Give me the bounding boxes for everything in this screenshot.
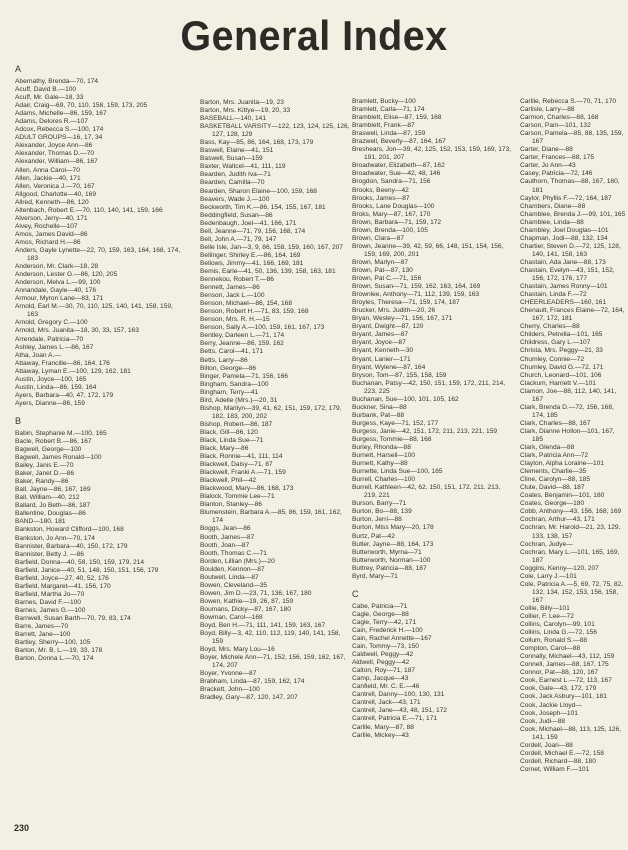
index-entry: Binger, Pamela—71, 156, 166: [200, 372, 288, 380]
index-entry: Bryant, James—87: [352, 331, 409, 339]
index-entry: Cain, Tommy—73, 150: [352, 643, 419, 651]
index-entry: Boutwell, Linda—87: [200, 573, 259, 581]
index-entry: Carmon, Charles—88, 168: [520, 114, 599, 122]
index-entry: Anderson, Melva L.—99, 100: [15, 279, 101, 287]
index-entry: Collins, Carolyn—99, 101: [520, 621, 595, 629]
index-entry: Beckworth, Tim K.—86, 154, 155, 167, 181: [200, 203, 326, 211]
index-entry: Blackwell, Franki A.—71, 159: [200, 469, 286, 477]
index-entry: Brazwell, Beverly—87, 164, 167: [352, 138, 446, 146]
index-entry: Carlile, Mary—87, 88: [352, 723, 414, 731]
index-entry: Brown, Barbara—71, 159, 172: [352, 218, 442, 226]
index-entry: Coates, George—180: [520, 500, 585, 508]
section-letter: A: [15, 64, 22, 74]
index-entry: Atha, Joan A.—: [15, 351, 61, 359]
index-entry: Bishop, Robert—86, 187: [200, 420, 273, 428]
index-entry: Cordell, Richard—88, 180: [520, 757, 596, 765]
index-entry: Arnold, Gregory C.—100: [15, 319, 88, 327]
index-entry: Bagwell, James Ronald—100: [15, 454, 102, 462]
index-entry: Baker, Janet D.—86: [15, 470, 75, 478]
index-entry: Collins, Linda G.—72, 156: [520, 629, 597, 637]
index-entry: Benson, Sally A.—100, 159, 161, 167, 173: [200, 324, 325, 332]
index-entry: Adair, Craig—69, 70, 110, 158, 159, 173, 205: [15, 102, 148, 110]
index-entry: Bannister, Barbara—40, 150, 172, 179: [15, 542, 128, 550]
index-entry: Cook, Judi—88: [520, 717, 566, 725]
index-entry: Bacle, Robert B.—86, 167: [15, 437, 92, 445]
index-entry: Beavers, Wade J.—100: [200, 195, 270, 203]
index-entry: Barre, James—70: [15, 623, 69, 631]
index-entry: Cochran, Mary L.—101, 165, 169, 187: [520, 548, 620, 564]
index-entry: Attaway, Francille—86, 164, 176: [15, 359, 110, 367]
index-entry: Chartier, Steven D.—72, 125, 128, 140, 141, 158, 163: [520, 242, 621, 258]
index-entry: Berry, Jeanne—86, 159, 162: [200, 340, 284, 348]
index-entry: Cordell, Joan—88: [520, 741, 573, 749]
index-entry: Blackwell, Daisy—71, 87: [200, 461, 273, 469]
index-entry: Black, Gill—86, 120: [200, 428, 258, 436]
index-entry: Anderson, Lester G.—86, 120, 205: [15, 271, 118, 279]
index-entry: Baxter, Waltcel—41, 111, 119: [200, 163, 286, 171]
index-entry: Chumley, David G.—72, 171: [520, 363, 604, 371]
index-entry: Barfield, Joyce—27, 40, 52, 176: [15, 574, 109, 582]
index-entry: Boumans, Dicky—87, 167, 180: [200, 605, 291, 613]
index-entry: Cherry, Charles—88: [520, 323, 580, 331]
index-entry: Ball, William—40, 212: [15, 494, 80, 502]
index-entry: Burton, Bo—88, 139: [352, 508, 412, 516]
index-entry: Attaway, Lyman E.—100, 129, 162, 181: [15, 367, 131, 375]
index-entry: Chastain, Ada Jane—88, 173: [520, 258, 606, 266]
section-letter: C: [352, 588, 359, 599]
index-entry: Austin, Joyce—100, 165: [15, 375, 87, 383]
index-entry: Bramlett, Carla—71, 174: [352, 106, 425, 114]
index-entry: Benson, Robert H.—71, 83, 159, 168: [200, 308, 309, 316]
index-entry: Buttrey, Patricia—88, 187: [352, 564, 427, 572]
index-entry: Bennett, James—86: [200, 284, 260, 292]
index-entry: Bryant, Joyce—87: [352, 339, 406, 347]
index-column-1: [15, 64, 181, 663]
index-entry: Chapman, Jodi—88, 132, 134: [520, 234, 608, 242]
index-entry: Boyer, Michele Ann—71, 152, 156, 159, 162, 167, 174, 207: [200, 654, 346, 670]
index-entry: Christa, Mrs. Peggy—21, 33: [520, 347, 603, 355]
index-entry: Allen, Jackie—40, 171: [15, 174, 81, 182]
index-entry: Cochran, Mr. Harold—21, 23, 129, 133, 138, 157: [520, 524, 621, 540]
index-entry: Caylor, Phyllis F.—72, 164, 187: [520, 194, 612, 202]
index-entry: Bennekou, Robert T.—86: [200, 276, 274, 284]
index-entry: Betts, Carol—41, 171: [200, 348, 264, 356]
index-entry: CHEERLEADERS—160, 161: [520, 299, 607, 307]
index-entry: Casey, Patricia—72, 146: [520, 170, 593, 178]
index-entry: Cantrell, Danny—100, 130, 131: [352, 691, 445, 699]
index-entry: Blackwell, Phil—42: [200, 477, 257, 485]
section-letter: B: [15, 415, 22, 426]
index-entry: Cook, Joseph—101: [520, 709, 578, 717]
index-entry: Burson, Barry—71: [352, 500, 407, 508]
index-entry: Cook, Michael—88, 113, 125, 126, 141, 159: [520, 725, 622, 741]
index-entry: Brownlee, Anthony—71, 112, 139, 159, 163: [352, 291, 480, 299]
index-entry: Bowen, Cleveland—35: [200, 581, 268, 589]
index-entry: Bryant, Kenneth—30: [352, 347, 414, 355]
index-entry: Broadwater, Sue—42, 48, 146: [352, 170, 441, 178]
index-entry: Cagle, George—88: [352, 610, 409, 618]
index-entry: Burgess, Tommie—88, 168: [352, 435, 432, 443]
index-entry: Clark, Glenda—88: [520, 444, 575, 452]
index-entry: Bearden, Camilla—70: [200, 179, 265, 187]
index-entry: Chamblee, Brenda J.—99, 101, 165: [520, 210, 626, 218]
index-entry: Brooks, James—87: [352, 194, 410, 202]
index-entry: Belle Isle, Jan—3, 9, 86, 158, 159, 160, 167, 207: [200, 243, 343, 251]
index-entry: Boggs, Jean—86: [200, 525, 251, 533]
page-number: 230: [14, 823, 30, 833]
index-entry: Benson, Michael—86, 154, 168: [200, 300, 293, 308]
index-entry: Caldwell, Peggy—42: [352, 651, 414, 659]
index-entry: Carter, Diane—88: [520, 146, 573, 154]
index-entry: Amos, Richard H.—86: [15, 238, 81, 246]
index-entry: Bentley, Darleen L.—71, 174: [200, 332, 285, 340]
index-entry: Brucker, Mrs. Judith—20, 26: [352, 307, 436, 315]
index-entry: Blumenstein, Barbara A.—85, 86, 159, 161, 162, 174: [200, 509, 342, 525]
index-entry: Cook, Gale—43, 172, 179: [520, 685, 597, 693]
index-entry: Broadwater, Elizabeth—87, 162: [352, 162, 445, 170]
index-entry: Bemis, Earle—41, 50, 136, 139, 158, 163, 181: [200, 267, 336, 275]
index-entry: Altenbach, Robert E.—70, 110, 140, 141, 159, 166: [15, 206, 163, 214]
index-entry: Alexander, Joyce Ann—86: [15, 142, 93, 150]
index-entry: Ballard, Jo Beth—86, 187: [15, 502, 91, 510]
index-entry: Carter, Frances—88, 175: [520, 154, 595, 162]
index-entry: Benson, Jack L.—100: [200, 292, 265, 300]
index-entry: Acuff, Mr. Gale—18, 33: [15, 94, 84, 102]
index-entry: Bearden, Sharon Elaine—100, 159, 168: [200, 187, 317, 195]
index-entry: Burgess, Janie—42, 151, 172, 211, 213, 221, 159: [352, 427, 498, 435]
index-entry: Bingham, Terry—41: [200, 388, 259, 396]
index-entry: Connally, Michael—43, 112, 159: [520, 653, 615, 661]
index-entry: Cole, Patricia A.—5, 69, 72, 75, 82, 132, 134, 152, 153, 156, 158, 167: [520, 580, 623, 604]
index-entry: Adcox, Rebecca S.—100, 174: [15, 126, 104, 134]
index-entry: Bingham, Sandra—100: [200, 380, 269, 388]
index-entry: Brown, Pat C.—71, 156: [352, 275, 422, 283]
index-entry: Aldwell, Peggy—42: [352, 659, 410, 667]
index-entry: Chambers, Diane—88: [520, 202, 586, 210]
index-entry: Bryson, Tom—87, 155, 158, 159: [352, 371, 447, 379]
index-entry: Baswell, Elaine—41, 151: [200, 147, 274, 155]
index-entry: Barrett, Jane—100: [15, 631, 71, 639]
index-entry: Boyd, Billy—3, 42, 110, 112, 119, 140, 141, 158, 159: [200, 630, 341, 646]
index-entry: Brown, Brenda—100, 105: [352, 226, 428, 234]
index-entry: Barfield, Donna—40, 58, 150, 159, 179, 214: [15, 558, 145, 566]
index-entry: Bass, Kay—85, 86, 164, 168, 173, 179: [200, 139, 314, 147]
index-entry: Brown, Susan—71, 159, 162, 163, 164, 169: [352, 283, 481, 291]
index-entry: Bradley, Gary—87, 120, 147, 207: [200, 694, 298, 702]
index-entry: Clark, Brenda D.—72, 156, 168, 174, 185: [520, 403, 614, 419]
index-entry: Chamblee, Linda—88: [520, 218, 584, 226]
index-entry: Coates, Benjamin—101, 180: [520, 492, 605, 500]
index-entry: Braswell, Linda—87, 159: [352, 130, 426, 138]
index-entry: Ashley, James L.—86, 167: [15, 343, 94, 351]
index-entry: Burnett, Harsell—100: [352, 452, 416, 460]
index-entry: Church, Leonard—101, 106: [520, 371, 602, 379]
index-entry: Black, Ronnie—41, 111, 114: [200, 453, 283, 461]
index-entry: Borden, Lillian (Mrs.)—20: [200, 557, 275, 565]
index-entry: Betts, Larry—86: [200, 356, 248, 364]
index-entry: Connell, James—88, 167, 175: [520, 661, 609, 669]
index-entry: BASEBALL—140, 141: [200, 115, 266, 123]
index-entry: Cochran, Arthur—43, 171: [520, 516, 595, 524]
index-entry: Childers, Petrella—101, 165: [520, 331, 603, 339]
index-entry: Coggins, Kenny—120, 207: [520, 564, 599, 572]
index-entry: Clackum, Harriett V.—101: [520, 379, 596, 387]
index-entry: Byrd, Mary—71: [352, 572, 398, 580]
index-entry: Allgood, Charlotte—40, 169: [15, 190, 97, 198]
index-entry: Clayton, Alpha Loraine—101: [520, 460, 604, 468]
index-entry: Chumley, Connie—72: [520, 355, 585, 363]
index-entry: Burnette, Linda Sue—100, 165: [352, 468, 443, 476]
index-entry: Alverson, Jerry—40, 171: [15, 214, 88, 222]
index-entry: Clements, Charlie—35: [520, 468, 587, 476]
index-entry: Anderson, Mr. Clark—18, 28: [15, 263, 99, 271]
index-entry: Acuff, David B.—100: [15, 86, 77, 94]
index-entry: Burnett, Kathy—88: [352, 460, 408, 468]
index-entry: Clark, Dianne Hollon—101, 167, 185: [520, 427, 615, 443]
index-entry: Bellows, Jimmy—41, 166, 169, 181: [200, 259, 304, 267]
index-entry: Barnes, James G.—100: [15, 606, 86, 614]
index-entry: Butterworth, Norman—100: [352, 556, 431, 564]
index-entry: Allen, Anna Carol—70: [15, 166, 80, 174]
index-entry: Adams, Michelle—86, 159, 167: [15, 110, 107, 118]
index-entry: Cook, Earnest L.—72, 113, 167: [520, 677, 612, 685]
index-entry: Barton, Mr. B. L.—19, 33, 178: [15, 647, 103, 655]
index-entry: Brown, Jeanne—39, 42, 59, 66, 148, 151, 154, 156, 159, 169, 200, 201: [352, 242, 504, 258]
index-entry: Bramlett, Bucky—100: [352, 98, 416, 105]
index-entry: Buchanan, Patsy—42, 150, 151, 159, 172, 211, 214, 223, 225: [352, 379, 506, 395]
index-entry: Cook, Jackie Lloyd—: [520, 701, 582, 709]
index-entry: Barton, Mrs. Kittye—19, 20, 33: [200, 107, 291, 115]
index-entry: Beddingfield, Susan—86: [200, 211, 273, 219]
index-entry: Bellinger, Shirley E.—86, 164, 169: [200, 251, 301, 259]
index-entry: Boulden, Kennon—87: [200, 565, 265, 573]
index-entry: Barton, Donna L.—70, 174: [15, 655, 94, 663]
index-column-4: [520, 98, 626, 774]
index-entry: Brooks, Lane Douglas—100: [352, 202, 435, 210]
index-entry: Bishop, Marilyn—39, 41, 62, 151, 159, 172, 179, 182, 183, 200, 202: [200, 404, 342, 420]
index-entry: Black, Mary—86: [200, 445, 249, 453]
index-entry: Cantrell, Jane—43, 48, 151, 172: [352, 707, 447, 715]
index-entry: Carlile, Rebecca S.—70, 71, 170: [520, 98, 617, 105]
index-entry: Cantrell, Patricia E.—71, 171: [352, 715, 438, 723]
index-entry: Cantrell, Jack—43, 171: [352, 699, 421, 707]
index-entry: Clamon, Joe—88, 112, 140, 141, 167: [520, 387, 617, 403]
index-entry: Cordell, Michael E.—72, 158: [520, 749, 604, 757]
index-entry: Collum, Ronald S.—88: [520, 637, 588, 645]
index-entry: Boyd, Ben H.—71, 111, 141, 159, 163, 167: [200, 622, 326, 630]
index-entry: Allen, Veronica J.—70, 167: [15, 182, 95, 190]
index-entry: Cole, Larry J.—101: [520, 572, 577, 580]
index-entry: Blackwood, Mary—86, 168, 173: [200, 485, 294, 493]
index-entry: Burgess, Kaye—71, 152, 177: [352, 419, 439, 427]
index-entry: Bird, Adelle (Mrs.)—20, 31: [200, 396, 278, 404]
index-entry: Brackett, John—100: [200, 686, 260, 694]
index-entry: Annandale, Gayle—40, 176: [15, 287, 97, 295]
index-entry: Black, Linda Sue—71: [200, 436, 264, 444]
index-entry: Allred, Kenneth—86, 120: [15, 198, 89, 206]
index-entry: Carson, Pamela—85, 88, 135, 159, 167: [520, 130, 624, 146]
index-entry: ADULT GROUPS—16, 17, 34: [15, 134, 103, 142]
index-entry: Chambley, Joel Douglas—101: [520, 226, 609, 234]
index-entry: Bell, John A.—71, 79, 147: [200, 235, 277, 243]
index-entry: Bell, Jeanne—71, 79, 156, 168, 174: [200, 227, 306, 235]
index-entry: Armour, Myron Lane—83, 171: [15, 295, 104, 303]
index-entry: Alvey, Rochelle—107: [15, 222, 78, 230]
index-entry: Ballentine, Douglas—86: [15, 510, 86, 518]
index-entry: Bedenbaugh, Joel—41, 166, 171: [200, 219, 297, 227]
index-entry: Abernathy, Brenda—70, 174: [15, 78, 99, 85]
index-entry: Bagwell, George—100: [15, 446, 82, 454]
index-entry: Bowman, Carol—168: [200, 614, 263, 621]
index-entry: Cagle, Terry—42, 171: [352, 618, 417, 626]
index-entry: Collier, F. Lee—72: [520, 613, 574, 620]
index-entry: Barfield, Martha Jo—70: [15, 590, 85, 598]
index-entry: Brown, Marlyn—87: [352, 258, 409, 266]
index-entry: Burrell, Kathleen—42, 62, 150, 151, 172, 211, 213, 219, 221: [352, 484, 501, 500]
index-entry: Benson, Mrs. R. H.—15: [200, 316, 270, 324]
index-entry: Chastain, Evelyn—43, 151, 152, 156, 172, 176, 177: [520, 266, 615, 283]
index-entry: Carson, Pam—101, 132: [520, 122, 591, 130]
page-title: General Index: [180, 12, 448, 59]
index-entry: Carlile, Mickey—43: [352, 731, 409, 739]
index-entry: Butterworth, Myrna—71: [352, 548, 422, 556]
index-entry: Cabe, Patricia—71: [352, 602, 408, 610]
index-entry: Cochran, Judye—: [520, 540, 573, 548]
index-entry: Chastain, Linda F.—72: [520, 291, 587, 299]
index-entry: Babin, Stephanie M.—100, 165: [15, 429, 107, 437]
index-entry: Carter, Jo Ann—43: [520, 162, 576, 170]
index-entry: Austin, Linda—86, 159, 164: [15, 383, 97, 391]
index-entry: Boyd, Mrs. Mary Lou—16: [200, 646, 275, 654]
index-entry: Brabham, Linda—87, 159, 162, 174: [200, 678, 305, 686]
index-entry: Brogdon, Sandra—71, 156: [352, 178, 431, 186]
index-entry: Canfield, Mr. C. E.—46: [352, 683, 420, 691]
index-entry: Compton, Carol—88: [520, 645, 581, 653]
index-entry: Barfield, Janice—40, 51, 148, 150, 151, 156, 179: [15, 566, 159, 574]
index-entry: Bramblett, Elise—87, 159, 168: [352, 114, 442, 122]
index-entry: Cobb, Anthony—43, 156, 168, 169: [520, 508, 622, 516]
index-entry: Bowen, Kathie—19, 26, 87, 159: [200, 597, 294, 605]
index-entry: Booth, Thomas C.—71: [200, 549, 267, 557]
index-entry: Blanton, Stanley—86: [200, 501, 262, 509]
index-entry: Brown, Pat—87, 130: [352, 266, 413, 274]
index-entry: Calton, Roy—71, 187: [352, 667, 416, 675]
index-entry: Collie, Billy—101: [520, 604, 570, 612]
index-entry: Bilton, George—86: [200, 364, 257, 372]
index-entry: Burbank, Pat—88: [352, 411, 405, 419]
index-entry: Booth, James—87: [200, 533, 255, 541]
index-entry: Brooks, Beeny—42: [352, 186, 409, 194]
index-entry: Baswell, Susan—159: [200, 155, 263, 163]
index-entry: Arnold, Earl M.—30, 70, 110, 125, 140, 141, 158, 159, 163: [15, 303, 173, 319]
index-entry: Bannister, Betty J. —86: [15, 550, 84, 558]
index-entry: Carlisle, Larry—88: [520, 106, 575, 114]
index-entry: BAND—180, 181: [15, 518, 66, 526]
index-entry: Brown, Clara—87: [352, 234, 405, 242]
index-entry: Buckner, Sina—88: [352, 403, 407, 411]
index-entry: Barton, Mrs. Juanita—19, 23: [200, 99, 284, 106]
index-entry: Burton, Miss Mary—20, 178: [352, 524, 434, 532]
index-entry: Amos, James David—86: [15, 230, 88, 238]
index-entry: Bryan, Wesley—71, 156, 167, 171: [352, 315, 453, 323]
index-entry: Breshears, Jon—39, 42, 125, 152, 153, 159, 169, 173, 191, 201, 207: [352, 146, 512, 162]
index-entry: Boyer, Yvonne—87: [200, 670, 257, 678]
index-entry: Broks, Mary—87, 167, 170: [352, 210, 431, 218]
index-entry: Alexander, Thomas D.—70: [15, 150, 95, 158]
index-entry: Chenault, Frances Elaine—72, 164, 167, 172, 181: [520, 307, 625, 323]
index-entry: Bramblett, Frank—87: [352, 122, 415, 130]
index-entry: Ayers, Dianne—86, 159: [15, 399, 85, 407]
index-entry: Clark, Patricia Ann—72: [520, 452, 589, 460]
index-entry: Cline, Carolyn—88, 185: [520, 476, 591, 484]
index-entry: Burtz, Pat—42: [352, 532, 395, 540]
index-entry: Clute, David—88, 187: [520, 484, 585, 492]
index-entry: BASKETBALL VARSITY—122, 123, 124, 125, 126, 127, 128, 129: [200, 123, 350, 139]
index-column-3: [352, 98, 514, 740]
index-entry: Booth, Joan—87: [200, 541, 250, 549]
index-entry: Barfield, Margaret—41, 156, 170: [15, 582, 111, 590]
index-entry: Ball, Jayne—86, 167, 169: [15, 486, 91, 494]
index-entry: Anders, Gayle Lynette—22, 70, 159, 163, 164, 168, 174, 183: [15, 246, 181, 263]
index-entry: Arrendale, Patricia—70: [15, 335, 84, 343]
index-entry: Cain, Frederick H.—100: [352, 626, 423, 634]
index-entry: Bowen, Jim D.—23, 71, 136, 167, 180: [200, 589, 312, 597]
index-entry: Alexander, William—86, 167: [15, 158, 98, 166]
index-entry: Broyles, Theresa—71, 159, 174, 187: [352, 299, 460, 307]
index-entry: Ayers, Barbara—40, 47, 172, 179: [15, 391, 114, 399]
index-entry: Bryant, Dwight—87, 120: [352, 323, 424, 331]
index-entry: Bryant, Lanier—171: [352, 355, 411, 363]
index-entry: Baker, Randy—86: [15, 478, 69, 486]
index-entry: Bailey, Janis E.—70: [15, 462, 74, 470]
index-entry: Bearden, Judith Iva—71: [200, 171, 271, 179]
index-entry: Cornet, William F.—101: [520, 765, 590, 773]
index-entry: Burton, Jerri—88: [352, 516, 402, 524]
index-entry: Connor, Pat—88, 120, 167: [520, 669, 599, 677]
index-entry: Adams, Delores R.—107: [15, 118, 88, 126]
index-entry: Blalock, Tommie Lee—71: [200, 493, 275, 501]
index-entry: Cauthorn, Thomas—88, 167, 180, 181: [520, 178, 620, 194]
index-entry: Buchanan, Sue—100, 101, 105, 162: [352, 395, 459, 403]
index-entry: Camp, Jacque—43: [352, 675, 409, 683]
index-entry: Bryant, Wylene—87, 164: [352, 363, 426, 371]
index-entry: Arnold, Mrs. Juanita—18, 30, 33, 157, 163: [15, 327, 139, 335]
index-entry: Barnes, David F.—100: [15, 598, 81, 606]
index-entry: Burley, Rhonda—88: [352, 444, 411, 452]
index-column-2: [200, 99, 350, 703]
index-entry: Bankston, Jo Ann—70, 174: [15, 534, 95, 542]
index-entry: Bankston, Howard Clifford—100, 168: [15, 526, 124, 534]
index-entry: Bartley, Sherry—100, 105: [15, 639, 91, 647]
index-entry: Butler, Jayne—88, 164, 173: [352, 540, 434, 548]
index-entry: Chastain, James Ronny—101: [520, 283, 608, 291]
index-entry: Barnwell, Susan Barth—70, 79, 83, 174: [15, 615, 131, 622]
index-entry: Cain, Rachel Annette—167: [352, 635, 432, 642]
index-entry: Burrell, Charles—100: [352, 476, 416, 484]
index-entry: Clark, Charles—88, 167: [520, 419, 591, 427]
index-entry: Cook, Jack Asbury—101, 181: [520, 693, 607, 701]
index-entry: Childress, Gary L.—107: [520, 339, 591, 347]
